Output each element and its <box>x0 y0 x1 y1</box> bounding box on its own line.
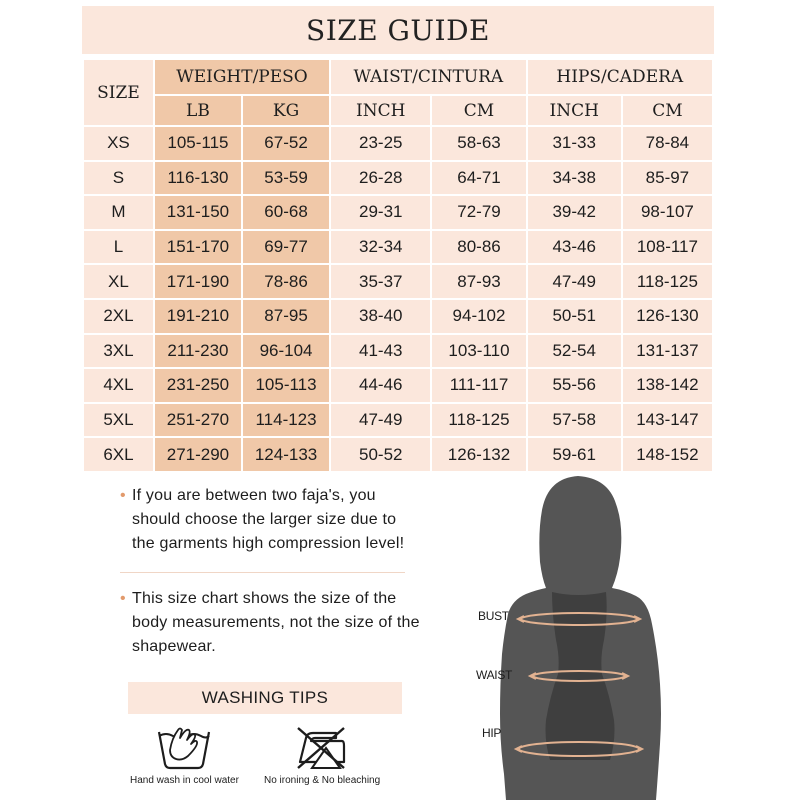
waist-label: WAIST <box>476 668 513 682</box>
header-hips: HIPS/CADERA <box>528 60 712 94</box>
lb-cell: 151-170 <box>155 231 241 264</box>
hips-cm-cell: 138-142 <box>623 369 712 402</box>
hips-cm-cell: 126-130 <box>623 300 712 333</box>
no-iron-no-bleach-icon <box>292 724 350 770</box>
lb-cell: 251-270 <box>155 404 241 437</box>
hips-cm-cell: 108-117 <box>623 231 712 264</box>
note-text: If you are between two faja's, you should choose the larger size due to the garments high compression level! <box>132 487 405 552</box>
hips-inch-cell: 57-58 <box>528 404 621 437</box>
kg-cell: 53-59 <box>243 162 329 195</box>
hand-wash-label: Hand wash in cool water <box>130 775 239 786</box>
waist-inch-cell: 50-52 <box>331 438 430 471</box>
hand-wash-icon <box>156 724 212 770</box>
washing-tips-banner: WASHING TIPS <box>128 682 402 714</box>
waist-inch-cell: 35-37 <box>331 265 430 298</box>
table-row <box>84 231 712 264</box>
lb-cell: 116-130 <box>155 162 241 195</box>
notes-section <box>120 484 420 675</box>
table-row <box>84 335 712 368</box>
no-iron-label: No ironing & No bleaching <box>264 775 381 786</box>
hips-inch-cell: 50-51 <box>528 300 621 333</box>
bust-label: BUST <box>478 609 509 623</box>
hips-inch-cell: 43-46 <box>528 231 621 264</box>
hip-label: HIP <box>482 726 502 740</box>
waist-cm-cell: 72-79 <box>432 196 525 229</box>
hips-cm-cell: 143-147 <box>623 404 712 437</box>
waist-inch-cell: 38-40 <box>331 300 430 333</box>
waist-cm-cell: 64-71 <box>432 162 525 195</box>
kg-cell: 105-113 <box>243 369 329 402</box>
kg-cell: 114-123 <box>243 404 329 437</box>
hips-cm-cell: 148-152 <box>623 438 712 471</box>
table-row <box>84 162 712 195</box>
table-row <box>84 196 712 229</box>
waist-inch-cell: 44-46 <box>331 369 430 402</box>
table-row <box>84 404 712 437</box>
header-kg: KG <box>243 96 329 125</box>
waist-inch-cell: 47-49 <box>331 404 430 437</box>
header-waist: WAIST/CINTURA <box>331 60 526 94</box>
header-hips-inch: INCH <box>528 96 621 125</box>
waist-cm-cell: 80-86 <box>432 231 525 264</box>
note-text: This size chart shows the size of the body measurements, not the size of the shapewear. <box>132 590 420 655</box>
waist-cm-cell: 94-102 <box>432 300 525 333</box>
table-row <box>84 369 712 402</box>
lb-cell: 231-250 <box>155 369 241 402</box>
size-cell: S <box>84 162 153 195</box>
size-guide-title: SIZE GUIDE <box>82 6 714 54</box>
bullet-dot: • <box>120 487 126 504</box>
kg-cell: 78-86 <box>243 265 329 298</box>
table-row <box>84 127 712 160</box>
divider <box>120 572 405 573</box>
size-cell: M <box>84 196 153 229</box>
waist-inch-cell: 32-34 <box>331 231 430 264</box>
kg-cell: 87-95 <box>243 300 329 333</box>
table-row <box>84 300 712 333</box>
header-weight: WEIGHT/PESO <box>155 60 329 94</box>
hips-cm-cell: 118-125 <box>623 265 712 298</box>
waist-cm-cell: 111-117 <box>432 369 525 402</box>
waist-inch-cell: 23-25 <box>331 127 430 160</box>
kg-cell: 60-68 <box>243 196 329 229</box>
size-cell: L <box>84 231 153 264</box>
hips-inch-cell: 55-56 <box>528 369 621 402</box>
size-cell: 3XL <box>84 335 153 368</box>
lb-cell: 105-115 <box>155 127 241 160</box>
size-cell: 5XL <box>84 404 153 437</box>
waist-cm-cell: 126-132 <box>432 438 525 471</box>
header-hips-cm: CM <box>623 96 712 125</box>
waist-inch-cell: 29-31 <box>331 196 430 229</box>
lb-cell: 191-210 <box>155 300 241 333</box>
hips-inch-cell: 34-38 <box>528 162 621 195</box>
waist-cm-cell: 58-63 <box>432 127 525 160</box>
header-waist-inch: INCH <box>331 96 430 125</box>
hips-cm-cell: 131-137 <box>623 335 712 368</box>
header-lb: LB <box>155 96 241 125</box>
kg-cell: 96-104 <box>243 335 329 368</box>
hips-inch-cell: 52-54 <box>528 335 621 368</box>
kg-cell: 67-52 <box>243 127 329 160</box>
waist-inch-cell: 26-28 <box>331 162 430 195</box>
table-row <box>84 265 712 298</box>
hips-cm-cell: 78-84 <box>623 127 712 160</box>
header-waist-cm: CM <box>432 96 525 125</box>
size-cell: 6XL <box>84 438 153 471</box>
size-cell: XL <box>84 265 153 298</box>
waist-inch-cell: 41-43 <box>331 335 430 368</box>
lb-cell: 131-150 <box>155 196 241 229</box>
hips-inch-cell: 47-49 <box>528 265 621 298</box>
lb-cell: 211-230 <box>155 335 241 368</box>
hips-inch-cell: 31-33 <box>528 127 621 160</box>
hips-inch-cell: 39-42 <box>528 196 621 229</box>
size-table <box>82 58 714 473</box>
table-row <box>84 438 712 471</box>
waist-cm-cell: 103-110 <box>432 335 525 368</box>
hips-cm-cell: 85-97 <box>623 162 712 195</box>
note-body-measurements <box>120 587 420 659</box>
header-size: SIZE <box>84 60 153 125</box>
hips-cm-cell: 98-107 <box>623 196 712 229</box>
lb-cell: 171-190 <box>155 265 241 298</box>
hips-inch-cell: 59-61 <box>528 438 621 471</box>
size-cell: XS <box>84 127 153 160</box>
lb-cell: 271-290 <box>155 438 241 471</box>
size-cell: 2XL <box>84 300 153 333</box>
waist-cm-cell: 118-125 <box>432 404 525 437</box>
note-between-sizes <box>120 484 420 556</box>
size-cell: 4XL <box>84 369 153 402</box>
kg-cell: 124-133 <box>243 438 329 471</box>
waist-cm-cell: 87-93 <box>432 265 525 298</box>
bullet-dot: • <box>120 590 126 607</box>
kg-cell: 69-77 <box>243 231 329 264</box>
body-silhouette-illustration <box>460 474 700 800</box>
